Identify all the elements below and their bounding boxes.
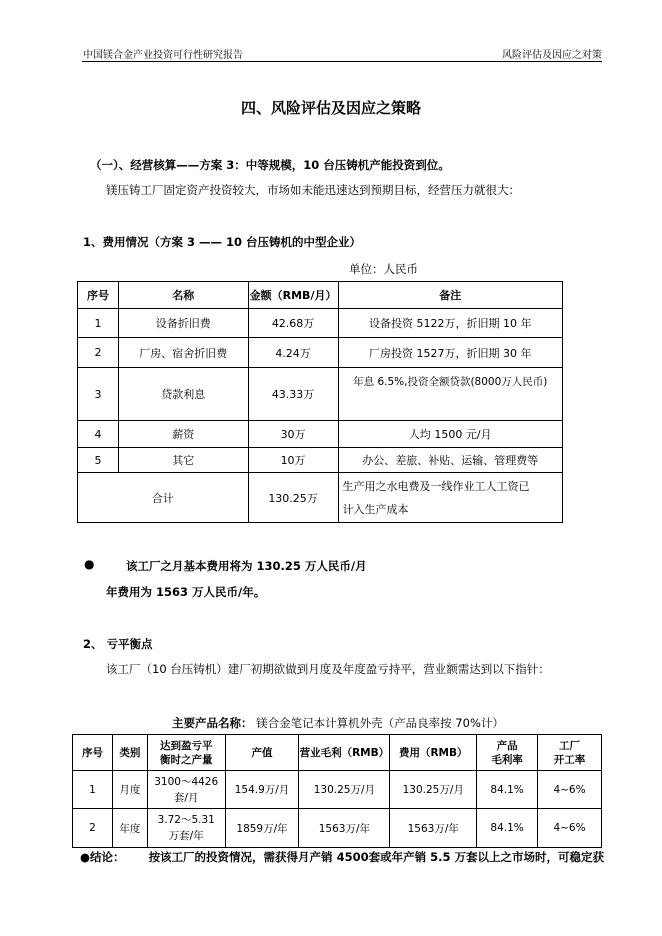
cell-type: 年度 [112, 809, 147, 848]
col-header: 营业毛利（RMB） [299, 735, 390, 771]
total-note-line: 生产用之水电费及一线作业工人工资已 [342, 479, 530, 493]
cell-note: 设备投资 5122万，折旧期 10 年 [338, 309, 563, 338]
cell-amount: 43.33万 [248, 368, 338, 421]
conclusion-text: 按该工厂的投资情况，需获得月产销 4500套或年产销 5.5 万套以上之市场时，可稳定获 [148, 850, 604, 864]
cost-unit: 单位：人民币 [349, 262, 418, 276]
cell-qty [147, 809, 225, 848]
cell-qty-line: 3100～4426 [154, 775, 219, 788]
table-header-row [73, 735, 602, 771]
breakeven-table [72, 734, 602, 848]
table-header-row [78, 282, 563, 309]
col-header: 费用（RMB） [390, 735, 477, 771]
cell-name: 其它 [118, 448, 248, 473]
summary-line2: 年费用为 1563 万人民币/年。 [106, 585, 266, 599]
col-header: 序号 [73, 735, 113, 771]
cell-no: 1 [73, 771, 113, 809]
cell-cost: 130.25万/月 [390, 771, 477, 809]
col-header: 备注 [338, 282, 563, 309]
cell-output: 1859万/年 [225, 809, 299, 848]
table-row [73, 809, 602, 848]
cell-amount: 42.68万 [248, 309, 338, 338]
col-header-line: 工厂 [559, 739, 581, 752]
section-heading: （一）、经营核算——方案 3：中等规模，10 台压铸机产能投资到位。 [90, 158, 450, 172]
conclusion [80, 849, 604, 865]
cell-amount: 4.24万 [248, 338, 338, 368]
page-title: 四、风险评估及因应之策略 [240, 99, 421, 117]
cell-no: 2 [73, 809, 113, 848]
col-header: 产值 [225, 735, 299, 771]
cell-name: 设备折旧费 [118, 309, 248, 338]
cell-qty-line: 套/月 [173, 791, 199, 804]
conclusion-label: ●结论： [80, 850, 125, 864]
table-row [78, 338, 563, 368]
total-amount: 130.25万 [248, 473, 338, 523]
cell-note: 人均 1500 元/月 [338, 421, 563, 448]
cell-rate: 4~6% [538, 771, 602, 809]
cell-name: 薪资 [118, 421, 248, 448]
cell-amount: 30万 [248, 421, 338, 448]
col-header-line: 衡时之产量 [159, 753, 213, 766]
cell-name: 厂房、宿舍折旧费 [118, 338, 248, 368]
product-label: 主要产品名称： [172, 716, 253, 730]
cell-output: 154.9万/月 [225, 771, 299, 809]
table-row [78, 421, 563, 448]
col-header [477, 735, 538, 771]
total-note-line: 计入生产成本 [342, 502, 409, 516]
col-header-line: 产品 [496, 739, 518, 752]
cell-qty-line: 3.72～5.31 [157, 814, 215, 826]
summary-line1: 该工厂之月基本费用将为 130.25 万人民币/月 [126, 559, 367, 573]
cell-qty-line: 万套/年 [168, 830, 204, 842]
cell-no: 2 [78, 338, 119, 368]
col-header-line: 达到盈亏平 [159, 739, 213, 752]
col-header: 类别 [112, 735, 147, 771]
cell-margin: 84.1% [477, 771, 538, 809]
cell-note: 办公、差旅、补贴、运输、管理费等 [338, 448, 563, 473]
cell-type: 月度 [112, 771, 147, 809]
cost-table [77, 281, 563, 523]
table-row [78, 448, 563, 473]
col-header [538, 735, 602, 771]
cell-qty [147, 771, 225, 809]
cell-note: 年息 6.5%,投资全额贷款(8000万人民币) [338, 368, 563, 421]
cell-no: 5 [78, 448, 119, 473]
cost-heading: 1、费用情况（方案 3 —— 10 台压铸机的中型企业） [83, 235, 362, 249]
total-label: 合计 [78, 473, 249, 523]
product-value: 镁合金笔记本计算机外壳（产品良率按 70%计） [256, 716, 504, 730]
col-header-line: 毛利率 [491, 753, 523, 766]
table-row [73, 771, 602, 809]
cell-no: 3 [78, 368, 119, 421]
breakeven-intro: 该工厂（10 台压铸机）建厂初期欲做到月度及年度盈亏持平，营业额需达到以下指针： [106, 662, 550, 676]
col-header [147, 735, 225, 771]
breakeven-heading: 2、 亏平衡点 [83, 637, 153, 651]
cell-amount: 10万 [248, 448, 338, 473]
table-total-row [78, 473, 563, 523]
cell-rate: 4~6% [538, 809, 602, 848]
header-divider [82, 61, 602, 62]
cell-name: 贷款利息 [118, 368, 248, 421]
col-header-line: 开工率 [553, 753, 586, 766]
table-row [78, 309, 563, 338]
cell-margin: 84.1% [477, 809, 538, 848]
total-note [338, 473, 563, 523]
cell-no: 4 [78, 421, 119, 448]
col-header: 名称 [118, 282, 248, 309]
table-row [78, 368, 563, 421]
cell-profit: 130.25万/月 [299, 771, 390, 809]
cell-cost: 1563万/年 [390, 809, 477, 848]
cell-no: 1 [78, 309, 119, 338]
cell-note: 厂房投资 1527万，折旧期 30 年 [338, 338, 563, 368]
col-header: 金额（RMB/月） [248, 282, 338, 309]
cell-profit: 1563万/年 [299, 809, 390, 848]
bullet-icon: ● [84, 557, 95, 571]
col-header: 序号 [78, 282, 119, 309]
header-left: 中国镁合金产业投资可行性研究报告 [83, 50, 243, 61]
header-right: 风险评估及因应之对策 [502, 50, 602, 61]
section-intro: 镁压铸工厂固定资产投资较大，市场如未能迅速达到预期目标，经营压力就很大： [106, 183, 520, 197]
product-line [172, 715, 504, 731]
